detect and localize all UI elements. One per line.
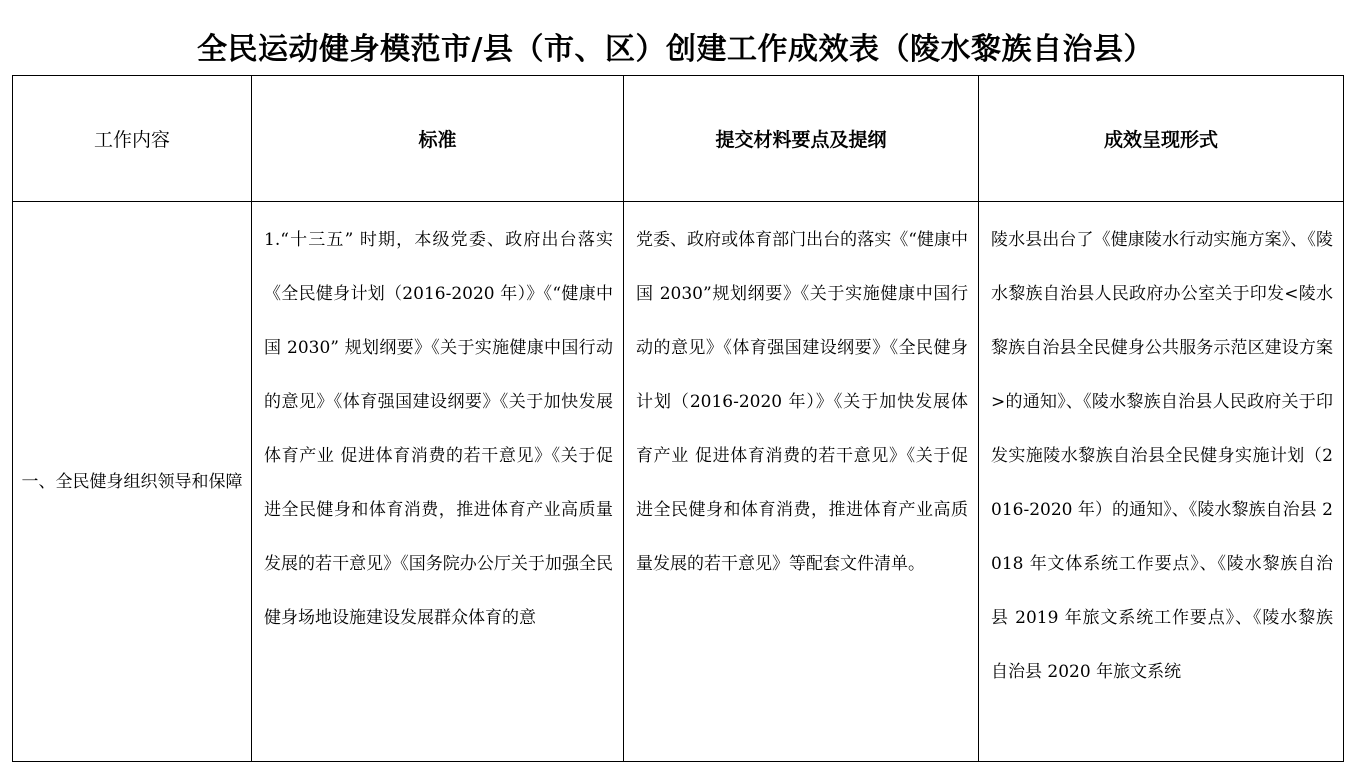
materials-text: 党委、政府或体育部门出台的落实《“健康中国 2030”规划纲要》《关于实施健康中国行动的意见》《体育强国建设纲要》《全民健身计划（2016-2020 年）》《关于加快发展体育产业 促进体育消费的若干意见》《关于促进全民健身和体育消费，推进体育产业高质量发展的若干意见》等配套文件清单。 <box>636 230 968 574</box>
table-header-row <box>13 76 1344 202</box>
cell-work-content: 一、全民健身组织领导和保障 <box>13 202 252 762</box>
page-title: 全民运动健身模范市/县（市、区）创建工作成效表（陵水黎族自治县） <box>197 32 1154 67</box>
cell-results <box>979 202 1344 762</box>
header-standard: 标准 <box>252 76 624 202</box>
cell-standard <box>252 202 624 762</box>
header-results: 成效呈现形式 <box>979 76 1344 202</box>
header-materials: 提交材料要点及提纲 <box>624 76 979 202</box>
table-row <box>13 202 1344 762</box>
results-table <box>12 75 1344 762</box>
results-text: 陵水县出台了《健康陵水行动实施方案》、《陵水黎族自治县人民政府办公室关于印发<陵水黎族自治县全民健身公共服务示范区建设方案>的通知》、《陵水黎族自治县人民政府关于印发实施陵水黎族自治县全民健身实施计划（2016-2020 年）的通知》、《陵水黎族自治县 2018 年文体系统工作要点》、《陵水黎族自治县 2019 年旅文系统工作要点》、《陵水黎族自治县 2020 年旅文系统 <box>991 230 1333 682</box>
cell-materials <box>624 202 979 762</box>
header-work-content: 工作内容 <box>13 76 252 202</box>
standard-text: 1.“十三五” 时期，本级党委、政府出台落实《全民健身计划（2016-2020 年）》《“健康中国 2030” 规划纲要》《关于实施健康中国行动的意见》《体育强国建设纲要》《关于加快发展体育产业 促进体育消费的若干意见》《关于促进全民健身和体育消费，推进体育产业高质量发展的若干意见》《国务院办公厅关于加强全民健身场地设施建设发展群众体育的意 <box>264 230 613 628</box>
